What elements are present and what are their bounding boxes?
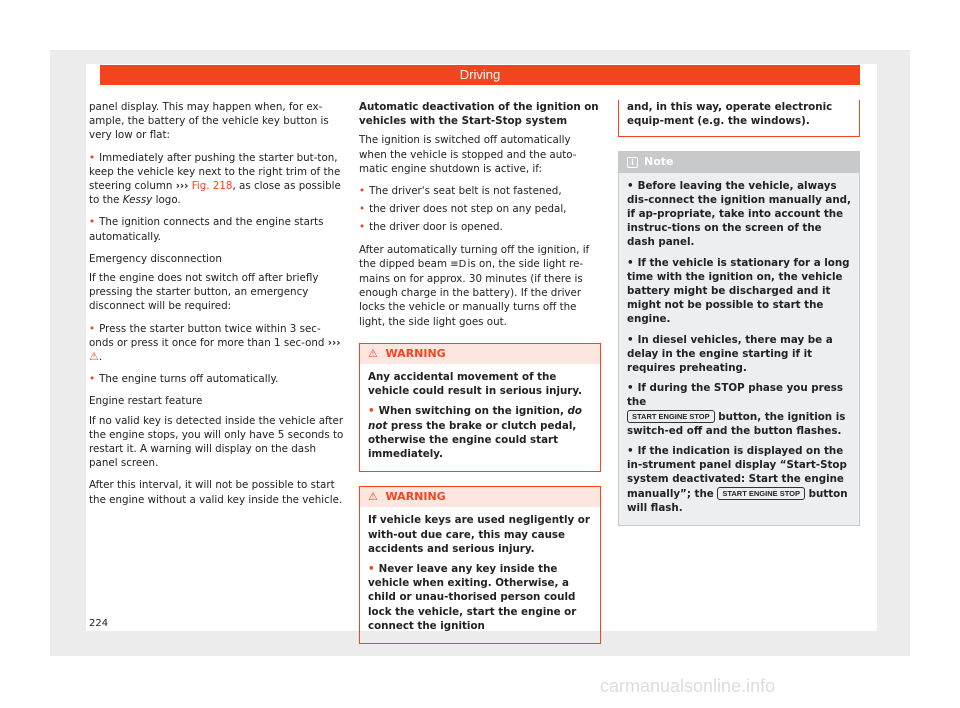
warning-title-text: WARNING: [385, 490, 446, 504]
paragraph: After this interval, it will not be possible to start the engine without a valid key inside the vehicle.: [89, 479, 343, 506]
note-title-text: Note: [644, 155, 674, 169]
warning-paragraph: Any accidental movement of the vehicle could result in serious injury.: [368, 371, 583, 398]
paragraph-text: After automatically turning off the ignition, if the dipped beam: [359, 243, 590, 270]
bullet-item: [89, 322, 344, 365]
note-bullet: • In diesel vehicles, there may be a delay in the engine starting if it requires preheating.: [627, 333, 851, 376]
note-bullet: [627, 381, 851, 438]
bullet-item: • The ignition connects and the engine starts automatically.: [89, 215, 344, 243]
info-icon: i: [627, 157, 638, 168]
warning-body: [360, 364, 600, 471]
start-engine-stop-button-icon: START ENGINE STOP: [717, 487, 805, 500]
start-engine-stop-button-icon: START ENGINE STOP: [627, 410, 715, 423]
ref-arrows: ›››: [175, 180, 189, 193]
bullet-item: • The engine turns off automatically.: [89, 372, 344, 386]
section-heading: Engine restart feature: [89, 395, 203, 408]
note-text: button will flash.: [627, 487, 848, 514]
warning-triangle-icon: ⚠: [368, 490, 378, 504]
watermark: carmanualsonline.info: [600, 676, 776, 696]
warning-body: [360, 507, 600, 643]
warning-text: press the brake or clutch pedal, otherwise the engine could start immediately.: [368, 419, 577, 461]
section-heading: Emergency disconnection: [89, 252, 222, 265]
warning-triangle-icon: ⚠: [368, 346, 378, 360]
bullet-text: , as close as possible to the: [89, 180, 341, 207]
paragraph: panel display. This may happen when, for ex-ample, the battery of the vehicle key button is very low or flat:: [89, 101, 329, 142]
dipped-beam-icon: ≡D: [450, 258, 467, 270]
warning-text: When switching on the ignition,: [378, 405, 568, 418]
bullet-item: • The driver's seat belt is not fastened,: [359, 184, 601, 198]
section-heading: Automatic deactivation of the ignition on vehicles with the Start-Stop system: [359, 101, 599, 128]
note-bullet: • Before leaving the vehicle, always dis-connect the ignition manually and, if ap-propriate, take into account the instruc-tions on the screen of the dash panel.: [627, 179, 851, 250]
figure-link[interactable]: Fig. 218: [188, 180, 233, 193]
paragraph: [359, 243, 601, 329]
column-1: [89, 100, 344, 515]
warning-title: [360, 487, 600, 507]
bullet-text: Press the starter button twice within 3 sec-onds or press it once for more than 1 sec-ond: [89, 322, 328, 349]
warning-box: [359, 343, 601, 472]
column-2: [359, 100, 601, 658]
emphasis-text: do not: [368, 405, 582, 432]
warning-continued-text: and, in this way, operate electronic equip-ment (e.g. the windows).: [627, 101, 833, 128]
paragraph-text: is on, the side light re-mains on for approx. 30 minutes (if there is enough charge in the battery). If the driver locks the vehicle or manually turns off the light, the side light goes out.: [359, 257, 584, 328]
bullet-text: logo.: [152, 194, 181, 207]
bullet-text: .: [98, 351, 103, 364]
warning-bullet: • Never leave any key inside the vehicle when exiting. Otherwise, a child or unau-thorised person could lock the vehicle, start the engine or connect the ignition: [368, 562, 592, 633]
bullet-item: • the driver door is opened.: [359, 220, 601, 234]
warning-title-text: WARNING: [385, 346, 446, 360]
bullet-item: • the driver does not step on any pedal,: [359, 202, 601, 216]
note-bullet: [627, 444, 851, 515]
column-3: [618, 100, 860, 526]
note-text: button, the ignition is switch-ed off and the button flashes.: [627, 410, 846, 437]
ref-arrows: ›››: [327, 336, 341, 349]
note-box: [618, 151, 860, 526]
paragraph: If the engine does not switch off after briefly pressing the starter button, an emergency disconnect will be required:: [89, 272, 319, 313]
bullet-text: Immediately after pushing the starter but-ton, keep the vehicle key next to the right trim of the steering column: [89, 151, 341, 193]
warning-continuation: [618, 100, 860, 137]
paragraph: If no valid key is detected inside the vehicle after the engine stops, you will only have 5 seconds to restart it. A warning will display on the dash panel screen.: [89, 414, 344, 470]
note-title: [619, 152, 859, 172]
section-header: Driving: [100, 65, 860, 85]
warning-bullet: [368, 404, 592, 461]
note-body: [619, 173, 859, 525]
warning-title: [360, 344, 600, 364]
kessy-term: Kessy: [122, 194, 153, 207]
bullet-item: [89, 151, 344, 208]
note-bullet: • If the vehicle is stationary for a long time with the ignition on, the vehicle battery might be discharged and it might not be possible to start the engine.: [627, 256, 851, 327]
warning-paragraph: If vehicle keys are used negligently or with-out due care, this may cause accidents and serious injury.: [368, 514, 590, 555]
note-text: If the indication is displayed on the in-strument panel display “Start-Stop system deactivated: Start the engine manually”; the: [627, 445, 847, 500]
warning-triangle-icon[interactable]: ⚠: [89, 350, 99, 364]
note-text: If during the STOP phase you press the: [627, 382, 843, 409]
page-number: 224: [89, 618, 109, 629]
paragraph: The ignition is switched off automatically when the vehicle is stopped and the auto-matic engine shutdown is active, if:: [359, 134, 577, 175]
warning-box: [359, 486, 601, 644]
